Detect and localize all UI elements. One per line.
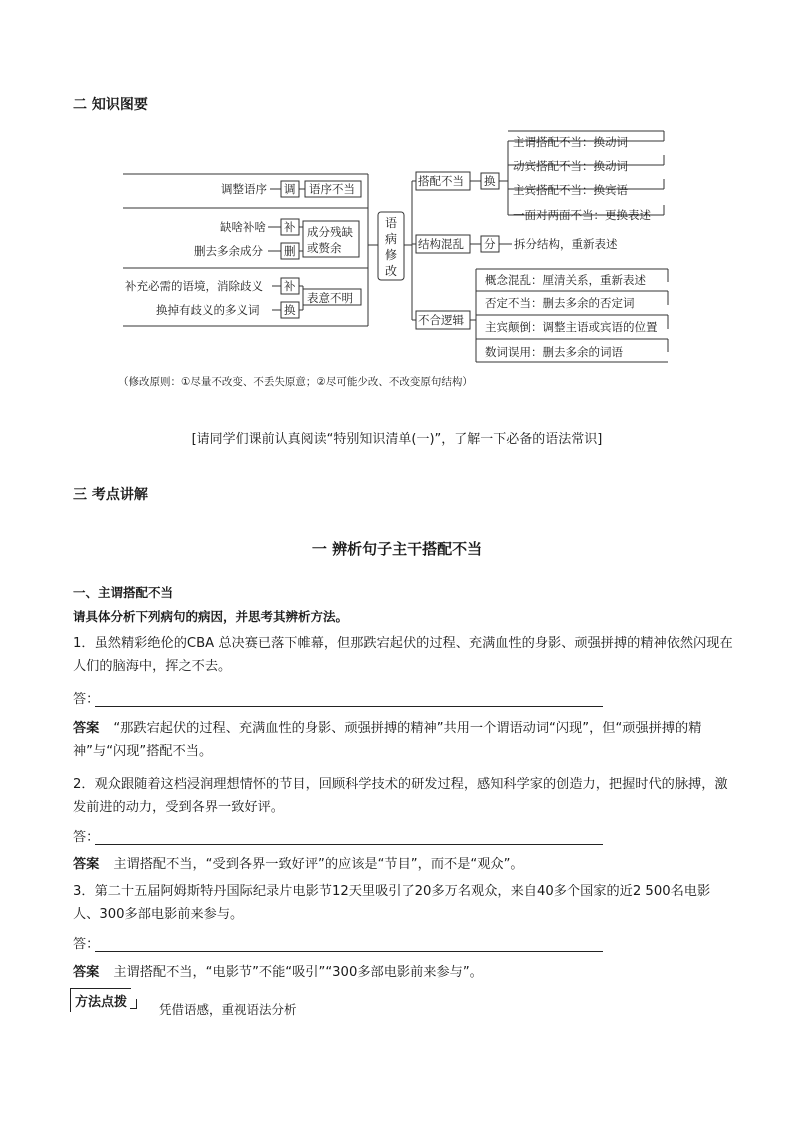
answer-key-1 [73, 717, 733, 763]
knowledge-map-diagram [0, 0, 794, 400]
logic-item-4: 数词误用：删去多余的词语 [485, 345, 623, 359]
char-swap: 换 [484, 174, 496, 188]
mismatch-item-3: 主宾搭配不当：换宾语 [513, 183, 628, 197]
question-3: 3．第二十五届阿姆斯特丹国际纪录片电影节12天里吸引了20多万名观众，来自40多个国家的近2 500名电影人、300多部电影前来参与。 [73, 884, 711, 922]
fix-delete-redundant: 删去多余成分 [194, 244, 263, 258]
question-1: 1．虽然精彩绝伦的CBA 总决赛已落下帷幕，但那跌宕起伏的过程、充满血性的身影、顽强拼搏的精神依然闪现在人们的脑海中，挥之不去。 [73, 636, 733, 674]
category-structure: 结构混乱 [418, 237, 464, 251]
result-component-missing: 成分残缺 [307, 225, 353, 239]
result-component-redundant: 或赘余 [307, 241, 342, 255]
answer-line-2[interactable] [95, 844, 603, 845]
logic-item-3: 主宾颠倒：调整主语或宾语的位置 [485, 320, 658, 334]
answer-line-3[interactable] [95, 951, 603, 952]
mismatch-item-1: 主谓搭配不当：换动词 [513, 135, 628, 149]
category-mismatch: 搭配不当 [418, 174, 464, 188]
answer-key-text-3: 主谓搭配不当，“电影节”不能“吸引”“300多部电影前来参与”。 [113, 965, 483, 980]
answer-key-3 [73, 961, 733, 984]
center-char-2: 病 [385, 232, 398, 246]
answer-key-label-2: 答案 [73, 857, 100, 872]
method-tip-label: 方法点拨 [70, 988, 131, 1012]
fix-adjust-order: 调整语序 [221, 182, 267, 196]
logic-item-2: 否定不当：删去多余的否定词 [485, 296, 635, 310]
instruction: 请具体分析下列病句的病因，并思考其辨析方法。 [73, 609, 349, 624]
method-tip-box [70, 988, 131, 1012]
question-2: 2．观众跟随着这档浸润理想情怀的节目，回顾科学技术的研发过程，感知科学家的创造力，把握时代的脉搏，激发前进的动力，受到各界一致好评。 [73, 777, 728, 815]
revision-principle: （修改原则：①尽量不改变、不丢失原意；②尽可能少改、不改变原句结构） [118, 376, 473, 388]
result-unclear-meaning: 表意不明 [307, 291, 353, 305]
answer-key-label-1: 答案 [73, 721, 100, 736]
char-add: 补 [284, 220, 296, 234]
center-char-3: 修 [385, 248, 398, 262]
fix-replace-ambiguous: 换掉有歧义的多义词 [156, 303, 260, 317]
mismatch-item-4: 一面对两面不当：更换表述 [513, 208, 651, 222]
center-char-4: 改 [385, 264, 398, 278]
subsection-heading: 一、主谓搭配不当 [73, 585, 174, 600]
section-heading-knowledge-map: 二 知识图要 [73, 97, 148, 113]
answer-key-label-3: 答案 [73, 965, 100, 980]
fix-add-context: 补充必需的语境，消除歧义 [125, 279, 263, 293]
answer-prompt-3: 答： [73, 937, 100, 952]
answer-prompt-1: 答： [73, 692, 100, 707]
result-order-error: 语序不当 [309, 182, 355, 196]
char-replace: 换 [284, 303, 296, 317]
center-char-1: 语 [385, 216, 398, 230]
char-delete: 删 [284, 244, 296, 258]
answer-key-text-2: 主谓搭配不当，“受到各界一致好评”的应该是“节目”，而不是“观众”。 [113, 857, 524, 872]
answer-line-1[interactable] [95, 706, 603, 707]
topic-title: 一 辨析句子主干搭配不当 [311, 540, 483, 558]
answer-key-text-1: “那跌宕起伏的过程、充满血性的身影、顽强拼搏的精神”共用一个谓语动词“闪现”，但“顽强拼搏的精神”与“闪现”搭配不当。 [73, 721, 702, 759]
method-tip-text: 凭借语感，重视语法分析 [159, 1002, 297, 1017]
reading-note: [请同学们课前认真阅读“特别知识清单(一)”，了解一下必备的语法常识] [191, 432, 603, 447]
fix-add-missing: 缺啥补啥 [220, 220, 266, 234]
category-illogical: 不合逻辑 [418, 313, 464, 327]
answer-key-2 [73, 853, 733, 876]
section-heading-key-points: 三 考点讲解 [73, 487, 148, 503]
char-adjust: 调 [284, 182, 296, 196]
char-supplement: 补 [284, 279, 296, 293]
logic-item-1: 概念混乱：厘清关系，重新表述 [485, 273, 646, 287]
mismatch-item-2: 动宾搭配不当：换动词 [513, 159, 628, 173]
answer-prompt-2: 答： [73, 830, 100, 845]
structure-fix: 拆分结构，重新表述 [514, 237, 618, 251]
char-split: 分 [484, 237, 496, 251]
